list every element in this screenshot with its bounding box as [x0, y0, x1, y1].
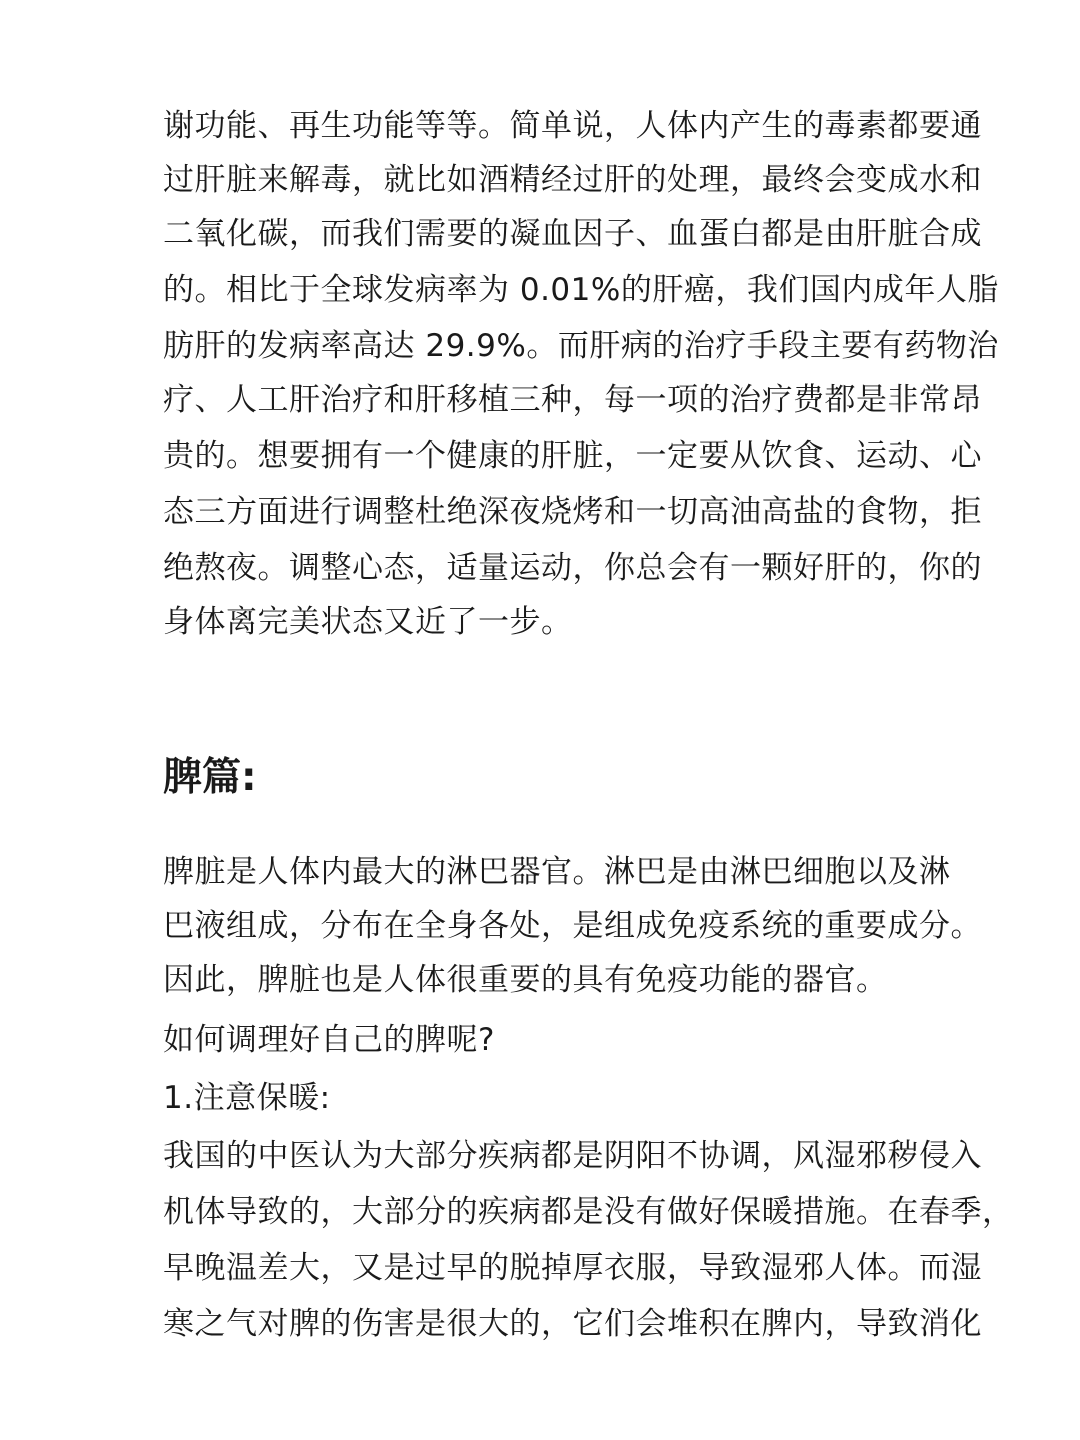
- liver-text-line: 过肝脏来解毒，就比如酒精经过肝的处理，最终会变成水和: [163, 162, 982, 198]
- spleen-text-line: 因此，脾脏也是人体很重要的具有免疫功能的器官。: [163, 962, 888, 998]
- spleen-text-line: 脾脏是人体内最大的淋巴器官。淋巴是由淋巴细胞以及淋: [163, 854, 951, 890]
- liver-text-line: 态三方面进行调整杜绝深夜烧烤和一切高油高盐的食物，拒: [163, 494, 982, 530]
- spleen-text-line: 我国的中医认为大部分疾病都是阴阳不协调，风湿邪秽侵入: [163, 1138, 982, 1174]
- liver-text-line: 疗、人工肝治疗和肝移植三种，每一项的治疗费都是非常昂: [163, 382, 982, 418]
- spleen-text-line: 巴液组成，分布在全身各处，是组成免疫系统的重要成分。: [163, 908, 982, 944]
- spleen-subheading: 1.注意保暖:: [163, 1080, 331, 1116]
- section-heading-spleen: 脾篇:: [163, 755, 257, 800]
- liver-text-line: 身体离完美状态又近了一步。: [163, 604, 573, 640]
- liver-text-line: 的。相比于全球发病率为 0.01%的肝癌，我们国内成年人脂: [163, 272, 999, 308]
- liver-text-line: 二氧化碳，而我们需要的凝血因子、血蛋白都是由肝脏合成: [163, 216, 982, 252]
- liver-text-line: 谢功能、再生功能等等。简单说，人体内产生的毒素都要通: [163, 108, 982, 144]
- spleen-text-line: 机体导致的，大部分的疾病都是没有做好保暖措施。在春季，: [163, 1194, 1014, 1230]
- liver-text-line: 肪肝的发病率高达 29.9%。而肝病的治疗手段主要有药物治: [163, 328, 999, 364]
- liver-text-line: 绝熬夜。调整心态，适量运动，你总会有一颗好肝的，你的: [163, 550, 982, 586]
- spleen-question: 如何调理好自己的脾呢?: [163, 1022, 495, 1058]
- spleen-text-line: 寒之气对脾的伤害是很大的，它们会堆积在脾内，导致消化: [163, 1306, 982, 1342]
- spleen-text-line: 早晚温差大，又是过早的脱掉厚衣服，导致湿邪人体。而湿: [163, 1250, 982, 1286]
- liver-text-line: 贵的。想要拥有一个健康的肝脏，一定要从饮食、运动、心: [163, 438, 982, 474]
